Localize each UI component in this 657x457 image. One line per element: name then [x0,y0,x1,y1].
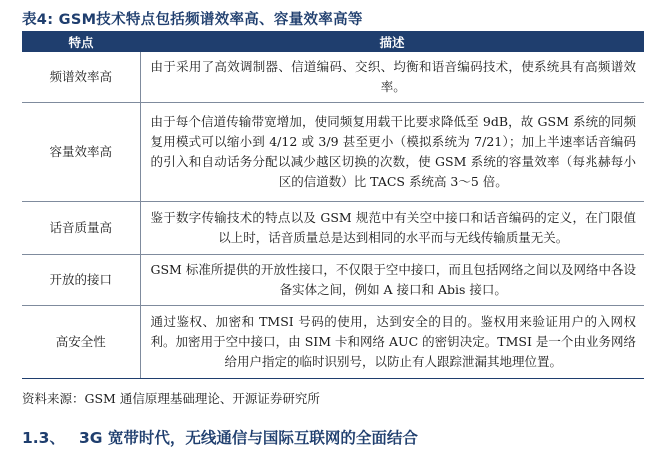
feature-cell: 频谱效率高 [22,52,140,103]
feature-cell: 容量效率高 [22,103,140,202]
description-cell: GSM 标准所提供的开放性接口，不仅限于空中接口，而且包括网络之间以及网络中各设备实体之间，例如 A 接口和 Abis 接口。 [140,255,644,306]
description-cell: 通过鉴权、加密和 TMSI 号码的使用，达到安全的目的。鉴权用来验证用户的入网权利。加密用于空中接口，由 SIM 卡和网络 AUC 的密钥决定。TMSI 是一个由业务网络给用户指定的临时识别号，以防止有人跟踪泄漏其地理位置。 [140,306,644,379]
table-caption: 表4: GSM技术特点包括频谱效率高、容量效率高等 [22,12,363,28]
table-row [22,52,644,103]
description-cell: 由于采用了高效调制器、信道编码、交织、均衡和语音编码技术，使系统具有高频谱效率。 [140,52,644,103]
header-feature: 特点 [22,31,140,52]
description-cell: 鉴于数字传输技术的特点以及 GSM 规范中有关空中接口和话音编码的定义，在门限值以上时，话音质量总是达到相同的水平而与无线传输质量无关。 [140,202,644,255]
description-cell: 由于每个信道传输带宽增加，使同频复用载干比要求降低至 9dB，故 GSM 系统的同频复用模式可以缩小到 4/12 或 3/9 甚至更小（模拟系统为 7/21）；加上半速率话音编码的引入和自动话务分配以减少越区切换的次数，使 GSM 系统的容量效率（每兆赫每小区的信道数）比 TACS 系统高 3～5 倍。 [140,103,644,202]
source-note: 资料来源：GSM 通信原理基础理论、开源证券研究所 [22,391,320,406]
gsm-features-table [22,31,644,379]
table-header-row [22,31,644,52]
table-row [22,103,644,202]
feature-cell: 高安全性 [22,306,140,379]
header-description: 描述 [140,31,644,52]
section-number: 1.3、 [22,429,65,447]
feature-cell: 话音质量高 [22,202,140,255]
feature-cell: 开放的接口 [22,255,140,306]
section-title: 3G 宽带时代，无线通信与国际互联网的全面结合 [78,429,418,447]
table-row [22,255,644,306]
section-heading [22,426,418,448]
table-row [22,202,644,255]
table-row [22,306,644,379]
